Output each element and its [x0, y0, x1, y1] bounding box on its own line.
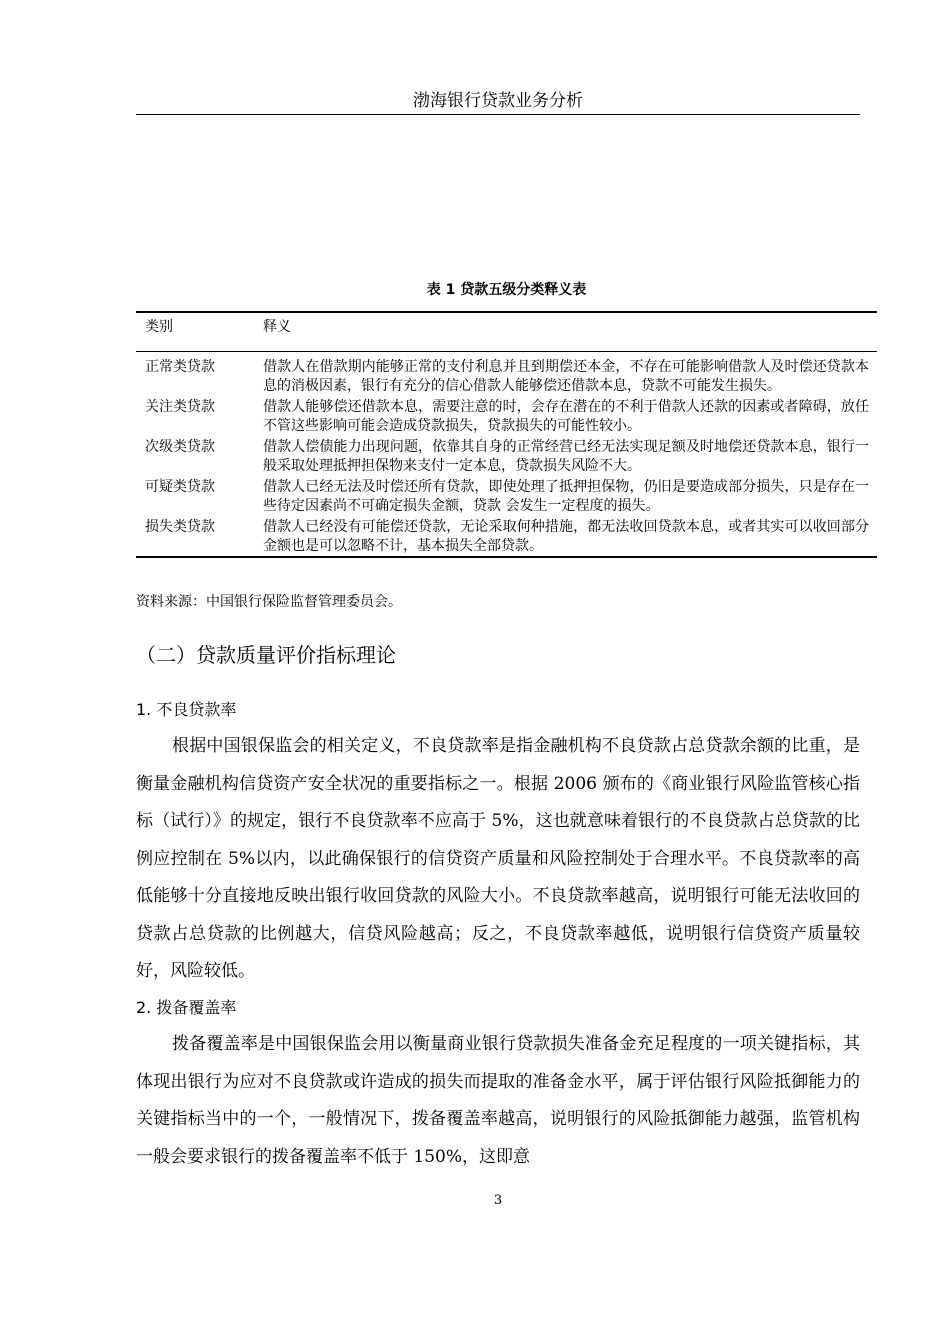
- table-source-note: 资料来源：中国银行保险监督管理委员会。: [136, 594, 402, 610]
- row-category: 可疑类贷款: [145, 479, 215, 495]
- row-category: 次级类贷款: [145, 439, 215, 455]
- subsection-heading-provision-coverage: 2. 拨备覆盖率: [136, 998, 237, 1017]
- running-header-title: 渤海银行贷款业务分析: [413, 91, 583, 111]
- row-definition: 借款人偿债能力出现问题，依靠其自身的正常经营已经无法实现足额及时地偿还贷款本息，银行一般采取处理抵押担保物来支付一定本息，贷款损失风险不大。: [263, 439, 869, 474]
- column-header-definition: 释义: [263, 319, 291, 335]
- table-row: [136, 356, 877, 396]
- table-body: [136, 352, 877, 556]
- paragraph-provision-coverage: 拨备覆盖率是中国银保监会用以衡量商业银行贷款损失准备金充足程度的一项关键指标，其体现出银行为应对不良贷款或许造成的损失而提取的准备金水平，属于评估银行风险抵御能力的关键指标当中的一个，一般情况下，拨备覆盖率越高，说明银行的风险抵御能力越强，监管机构一般会要求银行的拨备覆盖率不低于 150%，这即意: [136, 1034, 860, 1167]
- paragraph-npl-ratio: 根据中国银保监会的相关定义，不良贷款率是指金融机构不良贷款占总贷款余额的比重，是衡量金融机构信贷资产安全状况的重要指标之一。根据 2006 颁布的《商业银行风险监管核心指标（试行）》的规定，银行不良贷款率不应高于 5%，这也就意味着银行的不良贷款占总贷款的比例应控制在 5%以内，以此确保银行的信贷资产质量和风险控制处于合理水平。不良贷款率的高低能够十分直接地反映出银行收回贷款的风险大小。不良贷款率越高，说明银行可能无法收回的贷款占总贷款的比例越大，信贷风险越高；反之，不良贷款率越低，说明银行信贷资产质量较好，风险较低。: [136, 736, 860, 981]
- row-category: 正常类贷款: [145, 359, 215, 375]
- header-rule: [136, 114, 860, 115]
- row-category: 关注类贷款: [145, 399, 215, 415]
- row-definition: 借款人在借款期内能够正常的支付利息并且到期偿还本金，不存在可能影响借款人及时偿还贷款本息的消极因素，银行有充分的信心借款人能够偿还借款本息，贷款不可能发生损失。: [263, 359, 869, 394]
- table-header-row: [136, 313, 877, 352]
- row-definition: 借款人已经无法及时偿还所有贷款，即使处理了抵押担保物，仍旧是要造成部分损失，只是存在一些待定因素尚不可确定损失金额，贷款 会发生一定程度的损失。: [263, 479, 869, 514]
- table-row: [136, 436, 877, 476]
- page-number: 3: [493, 1193, 503, 1208]
- loan-classification-table: [136, 311, 877, 558]
- row-definition: 借款人已经没有可能偿还贷款，无论采取何种措施，都无法收回贷款本息，或者其实可以收回部分金额也是可以忽略不计，基本损失全部贷款。: [263, 519, 869, 554]
- table-row: [136, 476, 877, 516]
- section-heading: （二）贷款质量评价指标理论: [136, 643, 396, 667]
- table-row: [136, 396, 877, 436]
- row-category: 损失类贷款: [145, 519, 215, 535]
- subsection-heading-npl-ratio: 1. 不良贷款率: [136, 700, 237, 719]
- column-header-category: 类别: [145, 319, 173, 335]
- table-caption: 表 1 贷款五级分类释义表: [426, 282, 587, 298]
- row-definition: 借款人能够偿还借款本息，需要注意的时，会存在潜在的不利于借款人还款的因素或者障碍，放任不管这些影响可能会造成贷款损失，贷款损失的可能性较小。: [263, 399, 869, 434]
- table-row: [136, 516, 877, 556]
